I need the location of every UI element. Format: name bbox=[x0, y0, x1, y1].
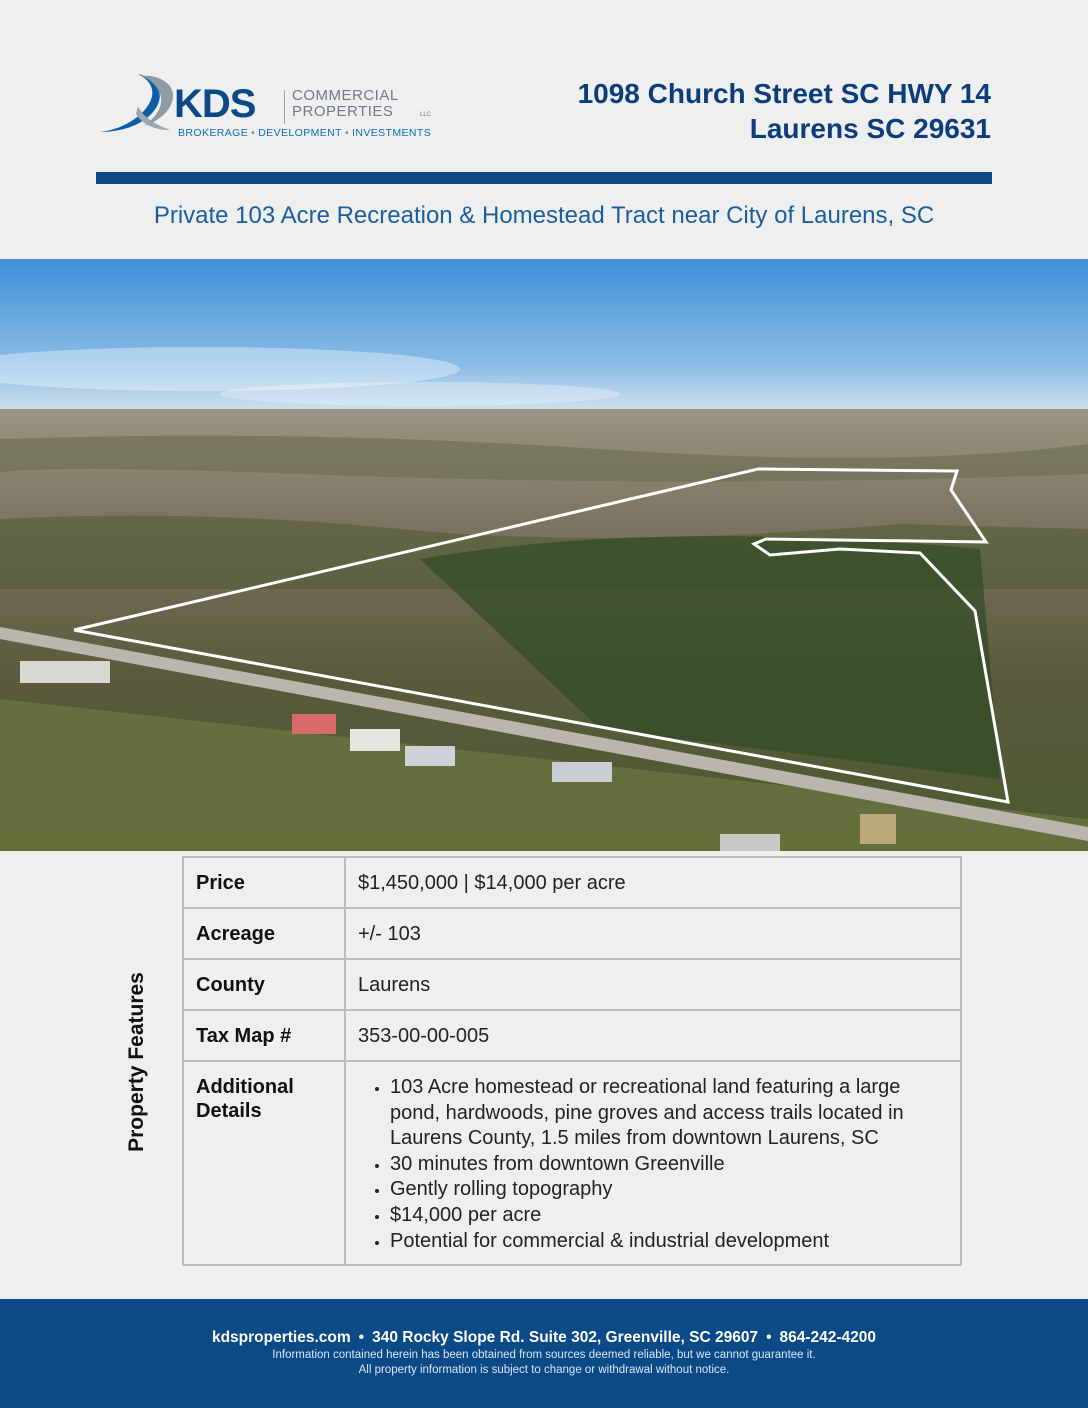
list-item: • Potential for commercial & industrial development bbox=[390, 1229, 944, 1255]
table-row bbox=[183, 959, 961, 1010]
disclaimer-line-2: All property information is subject to change or withdrawal without notice. bbox=[358, 1364, 730, 1376]
header bbox=[0, 0, 1088, 259]
list-item: • $14,000 per acre bbox=[390, 1203, 944, 1229]
tax-map-value: 353-00-00-005 bbox=[345, 1010, 961, 1061]
phone-number[interactable]: 864-242-4200 bbox=[779, 1329, 877, 1346]
list-item: • 103 Acre homestead or recreational land featuring a large pond, hardwoods, pine groves and access trails located in Laurens County, 1.5 miles from downtown Laurens, SC bbox=[390, 1075, 944, 1152]
county-label: County bbox=[183, 959, 345, 1010]
address-line-2: Laurens SC 29631 bbox=[749, 113, 991, 144]
tagline-dot: • bbox=[251, 127, 256, 139]
tagline-investments: INVESTMENTS bbox=[352, 127, 432, 139]
acreage-label: Acreage bbox=[183, 908, 345, 959]
property-features-text: Property Features bbox=[125, 972, 148, 1152]
table-row bbox=[183, 908, 961, 959]
list-item: • Gently rolling topography bbox=[390, 1177, 944, 1203]
footer-separator: • bbox=[766, 1329, 772, 1346]
logo-divider bbox=[284, 90, 285, 124]
acreage-value: +/- 103 bbox=[345, 908, 961, 959]
details-list bbox=[360, 1075, 944, 1254]
additional-details-value bbox=[345, 1061, 961, 1265]
table-row bbox=[183, 1061, 961, 1265]
additional-details-label: Additional Details bbox=[183, 1061, 345, 1265]
footer bbox=[0, 1299, 1088, 1408]
logo-llc-text: LLC bbox=[420, 112, 432, 118]
logo-commercial-text: COMMERCIAL bbox=[292, 87, 399, 104]
listing-subtitle: Private 103 Acre Recreation & Homestead Tract near City of Laurens, SC bbox=[153, 202, 935, 229]
tagline-development: DEVELOPMENT bbox=[258, 127, 342, 139]
tagline-brokerage: BROKERAGE bbox=[178, 127, 249, 139]
property-address bbox=[578, 76, 991, 146]
logo-properties-text: PROPERTIES bbox=[292, 103, 394, 120]
table-row bbox=[183, 1010, 961, 1061]
header-rule bbox=[96, 172, 992, 184]
list-item: • 30 minutes from downtown Greenville bbox=[390, 1152, 944, 1178]
property-features-table bbox=[182, 856, 962, 1266]
price-value: $1,450,000 | $14,000 per acre bbox=[345, 857, 961, 908]
county-value: Laurens bbox=[345, 959, 961, 1010]
logo-brand-text: KDS bbox=[174, 82, 256, 126]
footer-separator: • bbox=[358, 1329, 365, 1346]
kds-logo bbox=[98, 72, 438, 142]
office-address: 340 Rocky Slope Rd. Suite 302, Greenville, SC 29607 bbox=[372, 1329, 759, 1346]
table-row bbox=[183, 857, 961, 908]
website-link[interactable]: kdsproperties.com bbox=[211, 1329, 351, 1346]
disclaimer-line-1: Information contained herein has been obtained from sources deemed reliable, but we cannot guarantee it. bbox=[272, 1349, 816, 1361]
tagline-dot: • bbox=[344, 127, 350, 139]
aerial-property-photo bbox=[0, 259, 1088, 851]
logo-tagline bbox=[178, 127, 431, 139]
tax-map-label: Tax Map # bbox=[183, 1010, 345, 1061]
footer-contact bbox=[0, 1329, 1088, 1347]
address-line-1: 1098 Church Street SC HWY 14 bbox=[577, 78, 991, 109]
swoosh-logo-icon bbox=[98, 72, 182, 138]
price-label: Price bbox=[183, 857, 345, 908]
